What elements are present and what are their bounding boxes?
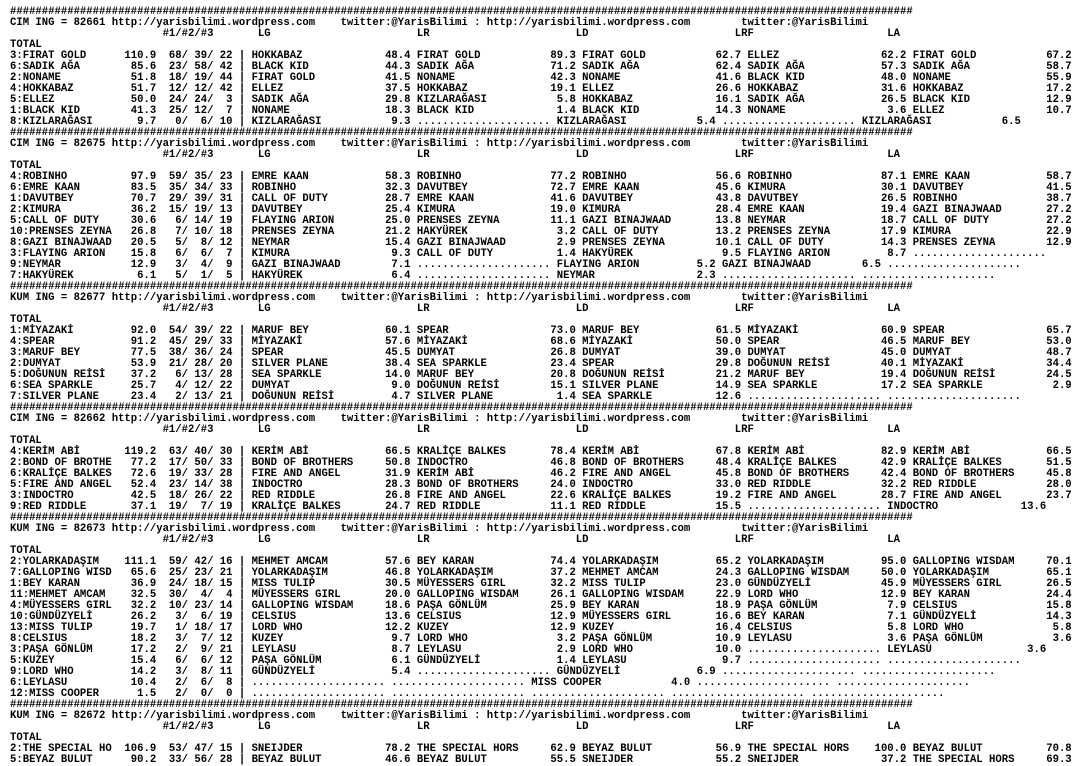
data-row: 12:MISS COOPER 1.5 2/ 0/ 0 | ..................... ..................... ..................... ..................... .....................: [10, 688, 945, 700]
data-row: 8:KIZLARAĞASI 9.7 0/ 6/ 10 | KIZLARAĞASI 9.3 ..................... KIZLARAĞASI 5.4 ..................... KIZLARAĞASI 6.5: [10, 116, 1021, 128]
data-row: 1:BEY KARAN 36.9 24/ 18/ 15 | MISS TULIP 30.5 MÜYESSERS GIRL 32.2 MISS TULIP 23.0 GÜNDÜZYELİ 45.9 MÜYESSERS GIRL 26.5: [10, 578, 1072, 590]
race-header: CIM ING = 82661 http://yarisbilimi.wordpress.com twitter:@YarisBilimi : http://yarisbilimi.wordpress.com twitter:@YarisBilimi: [10, 17, 869, 29]
data-row: 1:MİYAZAKİ 92.0 54/ 39/ 22 | MARUF BEY 60.1 SPEAR 73.0 MARUF BEY 61.5 MİYAZAKİ 60.9 SPEAR 65.7: [10, 325, 1072, 337]
column-header: #1/#2/#3 LG LR LD LRF LA: [10, 424, 901, 436]
data-row: 7:SILVER PLANE 23.4 2/ 13/ 21 | DOĞUNUN REİSİ 4.7 SILVER PLANE 1.4 SEA SPARKLE 12.6 ..................... .....................: [10, 391, 1021, 403]
data-row: 1:BLACK KID 41.3 25/ 12/ 7 | NONAME 18.3 BLACK KID 1.4 BLACK KID 14.3 NONAME 3.6 ELLEZ 10.7: [10, 105, 1072, 117]
separator-line: ##############################################################################################################################################: [10, 512, 913, 524]
data-row: 8:GAZI BINAJWAAD 20.5 5/ 8/ 12 | NEYMAR 15.4 GAZI BINAJWAAD 2.9 PRENSES ZEYNA 10.1 CALL OF DUTY 14.3 PRENSES ZEYNA 12.9: [10, 237, 1072, 249]
data-row: 3:FIRAT GOLD 110.9 68/ 39/ 22 | HOKKABAZ 48.4 FIRAT GOLD 89.3 FIRAT GOLD 62.7 ELLEZ 62.2 FIRAT GOLD 67.2: [10, 50, 1072, 62]
data-row: 10:GÜNDÜZYELİ 26.2 3/ 6/ 19 | CELSIUS 13.6 CELSIUS 12.9 MÜYESSERS GIRL 16.6 BEY KARAN 7.1 GÜNDÜZYELİ 14.3: [10, 611, 1072, 623]
race-header: KUM ING = 82673 http://yarisbilimi.wordpress.com twitter:@YarisBilimi : http://yarisbilimi.wordpress.com twitter:@YarisBilimi: [10, 523, 869, 535]
separator-line: ##############################################################################################################################################: [10, 127, 913, 139]
data-row: 6:EMRE KAAN 83.5 35/ 34/ 33 | ROBINHO 32.3 DAVUTBEY 72.7 EMRE KAAN 45.6 KIMURA 30.1 DAVUTBEY 41.5: [10, 182, 1072, 194]
data-row: 6:SADIK AĞA 85.6 23/ 58/ 42 | BLACK KID 44.3 SADIK AĞA 71.2 SADIK AĞA 62.4 SADIK AĞA 57.3 SADIK AĞA 58.7: [10, 61, 1072, 73]
data-row: 8:CELSIUS 18.2 3/ 7/ 12 | KUZEY 9.7 LORD WHO 3.2 PAŞA GÖNLÜM 10.9 LEYLASU 3.6 PAŞA GÖNLÜM 3.6: [10, 633, 1072, 645]
data-row: 4:KERİM ABİ 119.2 63/ 40/ 30 | KERİM ABİ 66.5 KRALİÇE BALKES 78.4 KERİM ABİ 67.8 KERİM ABİ 82.9 KERİM ABİ 66.5: [10, 446, 1072, 458]
separator-line: ##############################################################################################################################################: [10, 402, 913, 414]
data-row: 2:YOLARKADAŞIM 111.1 59/ 42/ 16 | MEHMET AMCAM 57.6 BEY KARAN 74.4 YOLARKADAŞIM 65.2 YOLARKADAŞIM 95.0 GALLOPING WISDAM 70.1: [10, 556, 1072, 568]
race-header: CIM ING = 82675 http://yarisbilimi.wordpress.com twitter:@YarisBilimi : http://yarisbilimi.wordpress.com twitter:@YarisBilimi: [10, 138, 869, 150]
total-label: TOTAL: [10, 732, 42, 744]
data-row: 4:HOKKABAZ 51.7 12/ 12/ 42 | ELLEZ 37.5 HOKKABAZ 19.1 ELLEZ 26.6 HOKKABAZ 31.6 HOKKABAZ 17.2: [10, 83, 1072, 95]
total-label: TOTAL: [10, 314, 42, 326]
race-section: [10, 513, 1077, 700]
total-label: TOTAL: [10, 160, 42, 172]
race-header: KUM ING = 82672 http://yarisbilimi.wordpress.com twitter:@YarisBilimi : http://yarisbilimi.wordpress.com twitter:@YarisBilimi: [10, 710, 869, 722]
data-row: 4:ROBINHO 97.9 59/ 35/ 23 | EMRE KAAN 58.3 ROBINHO 77.2 ROBINHO 56.6 ROBINHO 87.1 EMRE KAAN 58.7: [10, 171, 1072, 183]
total-label: TOTAL: [10, 435, 42, 447]
race-stats-sheet: [10, 6, 1077, 766]
separator-line: ##############################################################################################################################################: [10, 281, 913, 293]
data-row: 9:LORD WHO 14.2 3/ 8/ 11 | GÜNDÜZYELİ 5.4 ..................... GÜNDÜZYELİ 6.9 ..................... .....................: [10, 666, 996, 678]
race-header: KUM ING = 82677 http://yarisbilimi.wordpress.com twitter:@YarisBilimi : http://yarisbilimi.wordpress.com twitter:@YarisBilimi: [10, 292, 869, 304]
data-row: 2:THE SPECIAL HO 106.9 53/ 47/ 15 | SNEIJDER 78.2 THE SPECIAL HORS 62.9 BEYAZ BULUT 56.9 THE SPECIAL HORS 100.0 BEYAZ BULUT 70.8: [10, 743, 1072, 755]
data-row: 5:KUZEY 15.4 6/ 6/ 12 | PAŞA GÖNLÜM 6.1 GÜNDÜZYELİ 1.4 LEYLASU 9.7 ..................... .....................: [10, 655, 1021, 667]
data-row: 4:MÜYESSERS GIRL 32.2 10/ 23/ 14 | GALLOPING WISDAM 18.6 PAŞA GÖNLÜM 25.9 BEY KARAN 18.9 PAŞA GÖNLÜM 7.9 CELSIUS 15.8: [10, 600, 1072, 612]
data-row: 2:KIMURA 36.2 15/ 19/ 13 | DAVUTBEY 25.4 KIMURA 19.0 KIMURA 28.4 EMRE KAAN 19.4 GAZI BINAJWAAD 27.2: [10, 204, 1072, 216]
total-label: TOTAL: [10, 545, 42, 557]
data-row: 4:SPEAR 91.2 45/ 29/ 33 | MİYAZAKİ 57.6 MİYAZAKİ 68.6 MİYAZAKİ 50.0 SPEAR 46.5 MARUF BEY 53.0: [10, 336, 1072, 348]
data-row: 5:ELLEZ 50.0 24/ 24/ 3 | SADIK AĞA 29.8 KIZLARAĞASI 5.8 HOKKABAZ 16.1 SADIK AĞA 26.5 BLACK KID 12.9: [10, 94, 1072, 106]
data-row: 9:NEYMAR 12.9 3/ 4/ 9 | GAZI BINAJWAAD 7.1 ..................... FLAYING ARION 5.2 GAZI BINAJWAAD 6.5 .....................: [10, 259, 1021, 271]
data-row: 5:DOĞUNUN REİSİ 37.2 6/ 13/ 28 | SEA SPARKLE 14.0 MARUF BEY 20.8 DOĞUNUN REİSİ 21.2 MARUF BEY 19.4 DOĞUNUN REİSİ 24.5: [10, 369, 1072, 381]
column-header: #1/#2/#3 LG LR LD LRF LA: [10, 303, 901, 315]
race-section: [10, 403, 1077, 513]
data-row: 1:DAVUTBEY 70.7 29/ 39/ 31 | CALL OF DUTY 28.7 EMRE KAAN 41.6 DAVUTBEY 43.8 DAVUTBEY 26.5 ROBINHO 38.7: [10, 193, 1072, 205]
column-header: #1/#2/#3 LG LR LD LRF LA: [10, 534, 901, 546]
separator-line: ##############################################################################################################################################: [10, 699, 913, 711]
data-row: 5:FIRE AND ANGEL 52.4 23/ 14/ 38 | INDOCTRO 28.3 BOND OF BROTHERS 24.0 INDOCTRO 33.0 RED RIDDLE 32.2 RED RIDDLE 28.0: [10, 479, 1072, 491]
race-section: [10, 7, 1077, 128]
data-row: 6:KRALİÇE BALKES 72.6 19/ 33/ 28 | FIRE AND ANGEL 31.9 KERİM ABİ 46.2 FIRE AND ANGEL 45.8 BOND OF BROTHERS 42.4 BOND OF BROTHERS 45.8: [10, 468, 1072, 480]
data-row: 5:BEYAZ BULUT 90.2 33/ 56/ 28 | BEYAZ BULUT 46.6 BEYAZ BULUT 55.5 SNEIJDER 55.2 SNEIJDER 37.2 THE SPECIAL HORS 69.3: [10, 754, 1072, 766]
data-row: 2:BOND OF BROTHE 77.2 17/ 50/ 33 | BOND OF BROTHERS 50.8 INDOCTRO 46.8 BOND OF BROTHERS 48.4 KRALİÇE BALKES 42.9 KRALİÇE BALKES 51.5: [10, 457, 1072, 469]
race-header: CIM ING = 82662 http://yarisbilimi.wordpress.com twitter:@YarisBilimi : http://yarisbilimi.wordpress.com twitter:@YarisBilimi: [10, 413, 869, 425]
data-row: 3:PAŞA GÖNLÜM 17.2 2/ 9/ 21 | LEYLASU 8.7 LEYLASU 2.9 LORD WHO 10.0 ..................... LEYLASU 3.6: [10, 644, 1047, 656]
total-label: TOTAL: [10, 39, 42, 51]
data-row: 6:SEA SPARKLE 25.7 4/ 12/ 22 | DUMYAT 9.0 DOĞUNUN REİSİ 15.1 SILVER PLANE 14.9 SEA SPARKLE 17.2 SEA SPARKLE 2.9: [10, 380, 1072, 392]
data-row: 13:MISS TULIP 19.7 1/ 18/ 17 | LORD WHO 12.2 KUZEY 12.9 KUZEY 16.4 CELSIUS 5.8 LORD WHO 5.8: [10, 622, 1072, 634]
data-row: 10:PRENSES ZEYNA 26.8 7/ 10/ 18 | PRENSES ZEYNA 21.2 HAKYÜREK 3.2 CALL OF DUTY 13.2 PRENSES ZEYNA 17.9 KIMURA 22.9: [10, 226, 1072, 238]
data-row: 9:RED RIDDLE 37.1 19/ 7/ 19 | KRALİÇE BALKES 24.7 RED RIDDLE 11.1 RED RIDDLE 15.5 ..................... INDOCTRO 13.6: [10, 501, 1047, 513]
data-row: 3:FLAYING ARION 15.8 6/ 6/ 7 | KIMURA 9.3 CALL OF DUTY 1.4 HAKYÜREK 9.5 FLAYING ARION 8.7 .....................: [10, 248, 1047, 260]
column-header: #1/#2/#3 LG LR LD LRF LA: [10, 28, 901, 40]
column-header: #1/#2/#3 LG LR LD LRF LA: [10, 149, 901, 161]
separator-line: ##############################################################################################################################################: [10, 6, 913, 18]
column-header: #1/#2/#3 LG LR LD LRF LA: [10, 721, 901, 733]
data-row: 7:HAKYÜREK 6.1 5/ 1/ 5 | HAKYÜREK 6.4 ..................... NEYMAR 2.3 ..................... .....................: [10, 270, 996, 282]
data-row: 5:CALL OF DUTY 30.6 6/ 14/ 19 | FLAYING ARION 25.0 PRENSES ZEYNA 11.1 GAZI BINAJWAAD 13.8 NEYMAR 18.7 CALL OF DUTY 27.2: [10, 215, 1072, 227]
race-section: [10, 700, 1077, 766]
data-row: 3:MARUF BEY 77.5 38/ 36/ 24 | SPEAR 45.5 DUMYAT 26.8 DUMYAT 39.0 DUMYAT 45.0 DUMYAT 48.7: [10, 347, 1072, 359]
data-row: 3:INDOCTRO 42.5 18/ 26/ 22 | RED RIDDLE 26.8 FIRE AND ANGEL 22.6 KRALİÇE BALKES 19.2 FIRE AND ANGEL 28.7 FIRE AND ANGEL 23.7: [10, 490, 1072, 502]
data-row: 2:NONAME 51.8 18/ 19/ 44 | FIRAT GOLD 41.5 NONAME 42.3 NONAME 41.6 BLACK KID 48.0 NONAME 55.9: [10, 72, 1072, 84]
race-section: [10, 282, 1077, 403]
data-row: 11:MEHMET AMCAM 32.5 30/ 4/ 4 | MÜYESSERS GIRL 20.0 GALLOPING WISDAM 26.1 GALLOPING WISDAM 22.9 LORD WHO 12.9 BEY KARAN 24.4: [10, 589, 1072, 601]
data-row: 2:DUMYAT 53.9 21/ 28/ 20 | SILVER PLANE 38.4 SEA SPARKLE 23.4 SPEAR 29.8 DOĞUNUN REİSİ 40.1 MİYAZAKİ 34.4: [10, 358, 1072, 370]
race-section: [10, 128, 1077, 282]
data-row: 7:GALLOPING WISD 65.6 25/ 23/ 21 | YOLARKADAŞIM 46.8 YOLARKADAŞIM 37.2 MEHMET AMCAM 24.3 GALLOPING WISDAM 50.0 YOLARKADAŞIM 65.1: [10, 567, 1072, 579]
data-row: 6:LEYLASU 10.4 2/ 6/ 8 | ..................... ..................... MISS COOPER 4.0 ..................... .....................: [10, 677, 970, 689]
